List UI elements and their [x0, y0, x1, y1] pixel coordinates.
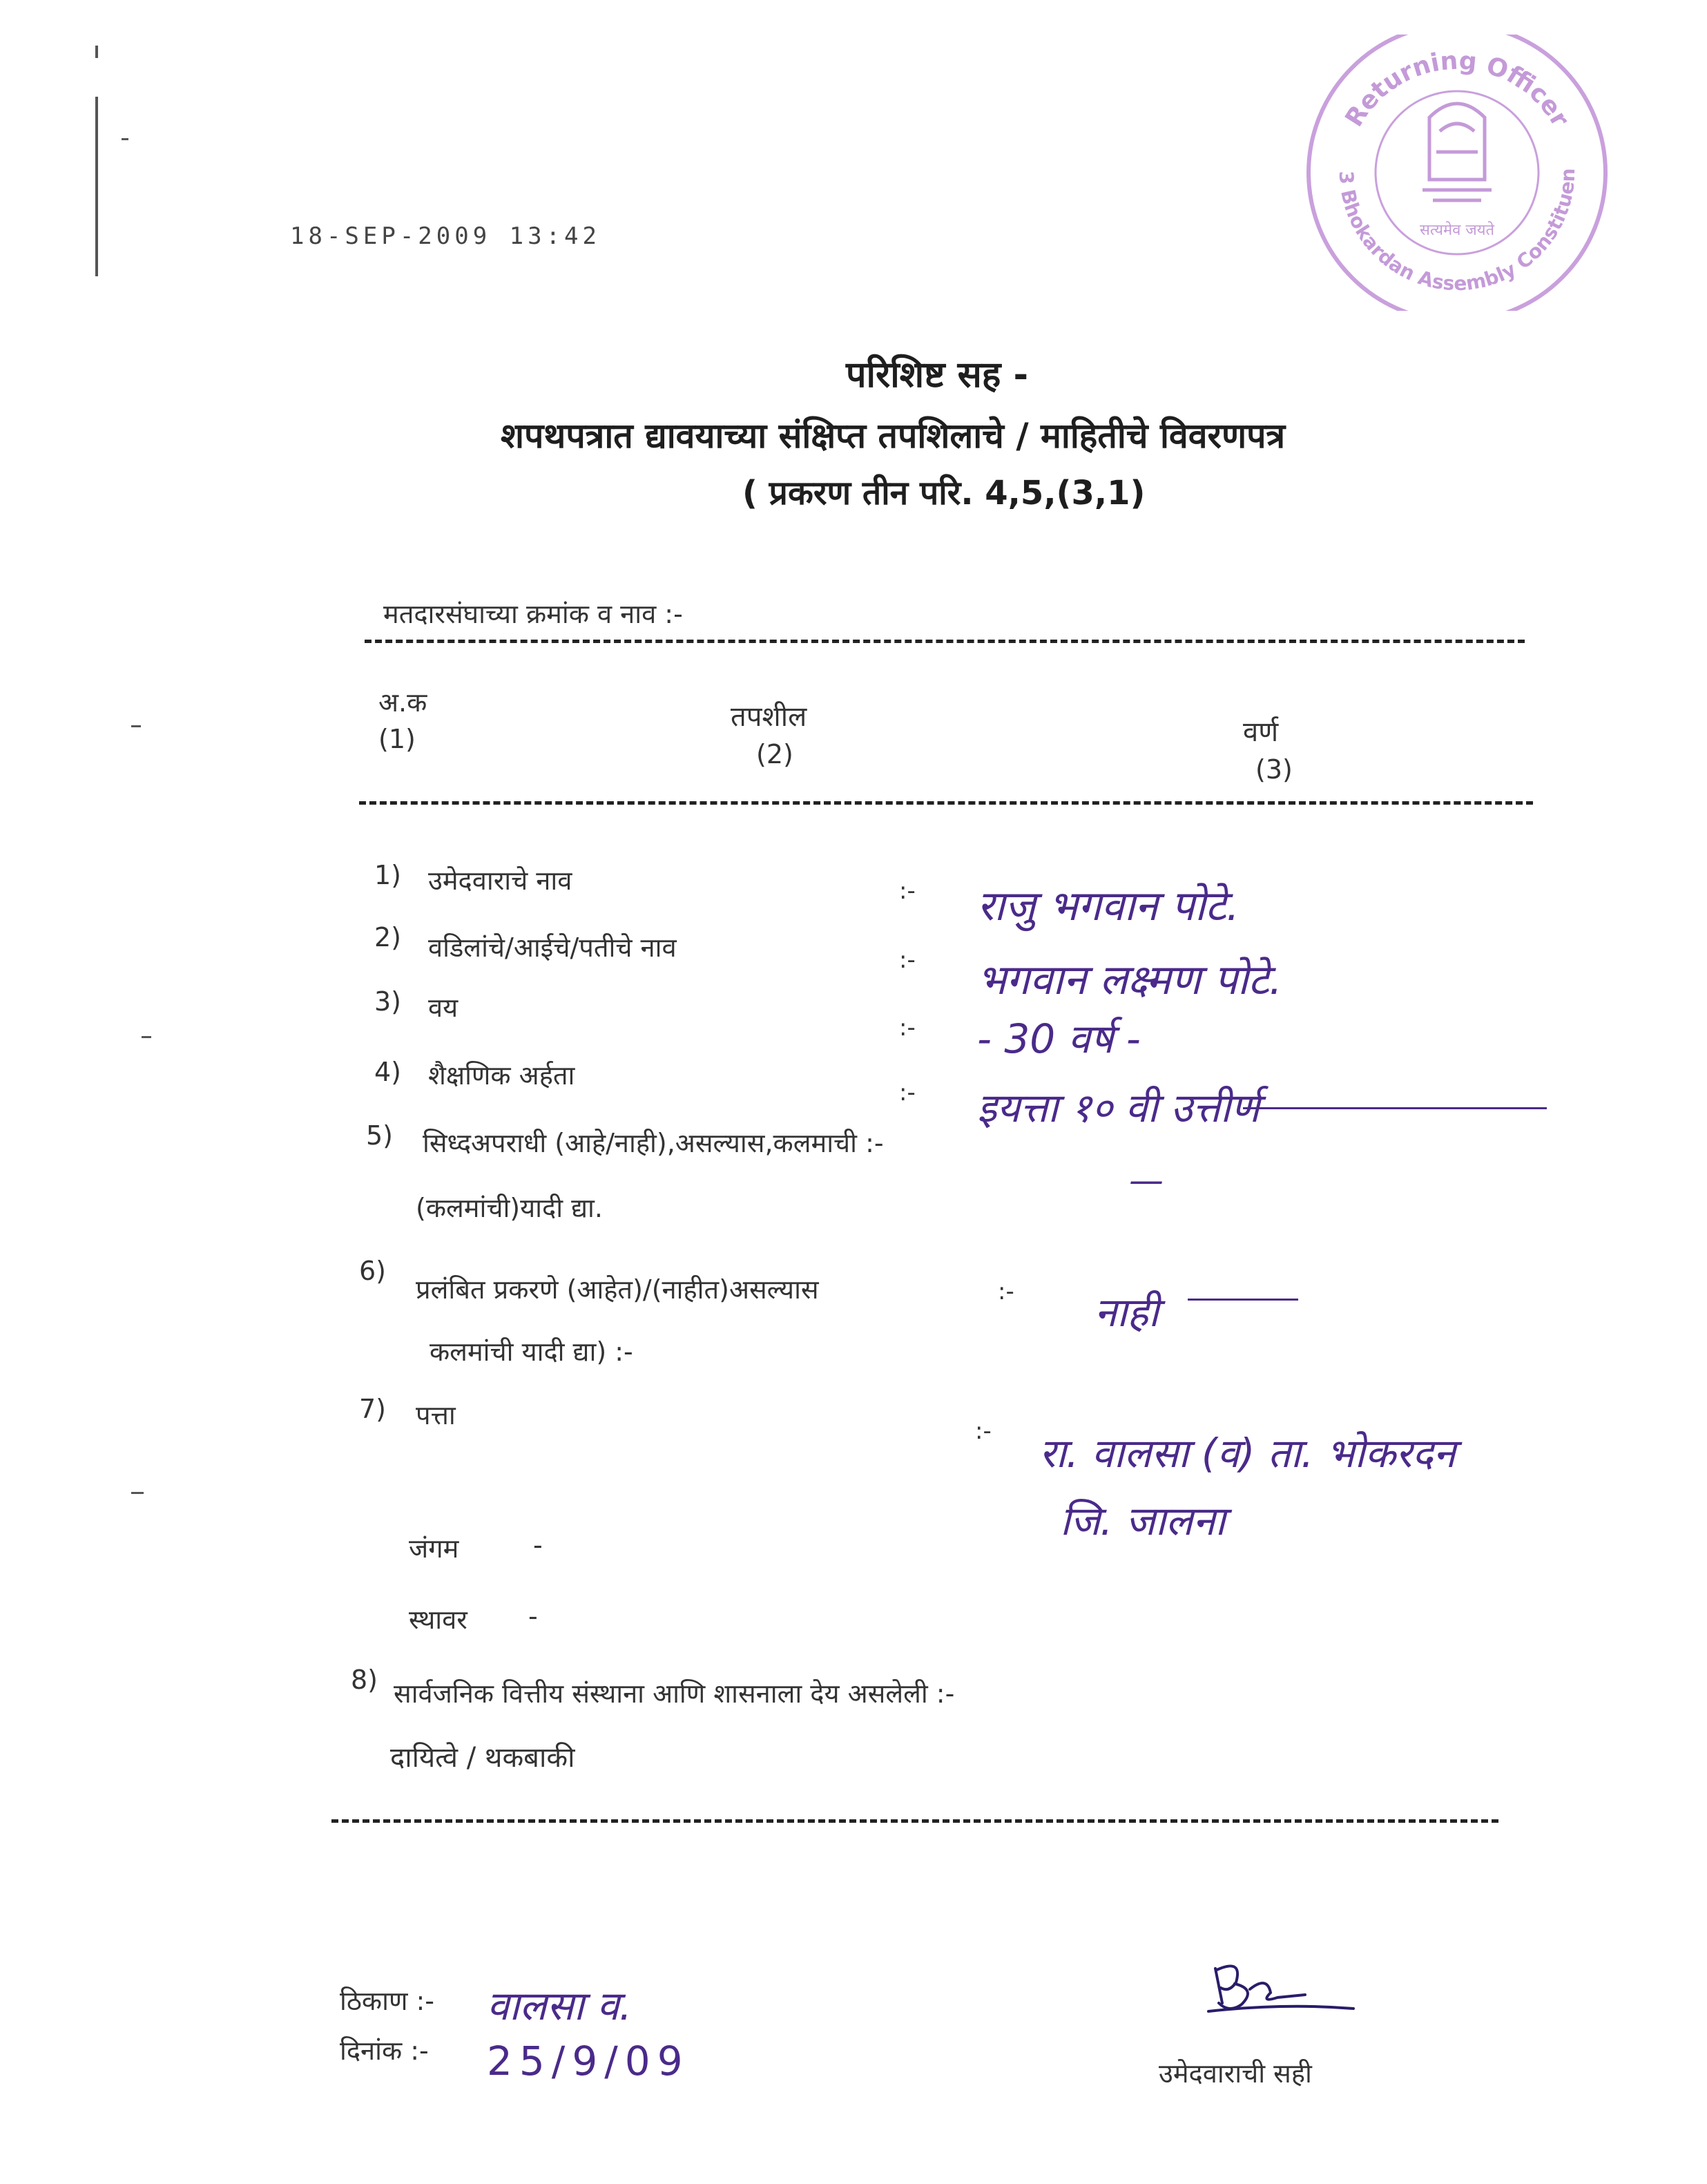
column-details-number: (2) — [756, 739, 793, 769]
item-colon: :- — [899, 1079, 916, 1107]
liabilities-label-line2: दायित्वे / थकबाकी — [390, 1742, 575, 1774]
scan-mark — [131, 725, 141, 727]
official-seal — [1298, 35, 1616, 311]
emblem-icon — [1422, 104, 1492, 200]
item-number: 3) — [374, 986, 402, 1017]
address-value-line1: रा. वालसा (व) ता. भोकरदन — [1039, 1430, 1456, 1477]
candidate-signature — [1202, 1955, 1367, 2024]
item-colon: :- — [998, 1278, 1014, 1305]
column-description-label: वर्ण — [1243, 716, 1279, 748]
scan-mark — [95, 46, 98, 58]
place-value: वालसा व. — [487, 1982, 632, 2029]
item-colon: :- — [975, 1417, 992, 1445]
column-sr-label: अ.क — [378, 687, 427, 718]
scan-mark — [95, 97, 98, 276]
item-number: 2) — [374, 922, 402, 952]
signature-label: उमेदवाराची सही — [1159, 2058, 1312, 2089]
pending-cases-underline — [1188, 1299, 1298, 1301]
movable-assets-dash: - — [533, 1530, 543, 1560]
address-value-line2: जि. जालना — [1060, 1497, 1226, 1544]
scan-mark — [142, 1036, 151, 1038]
parent-name-value: भगवान लक्ष्मण पोटे. — [977, 956, 1282, 1004]
emblem-caption: सत्यमेव जयते — [1419, 222, 1495, 239]
column-sr-number: (1) — [378, 724, 416, 754]
parent-name-label: वडिलांचे/आईचे/पतीचे नाव — [428, 932, 677, 963]
header-bottom-rule — [359, 801, 1533, 805]
immovable-assets-label: स्थावर — [409, 1605, 467, 1635]
footer-rule — [331, 1819, 1498, 1823]
chapter-reference: ( प्रकरण तीन परि. 4,5,(3,1) — [742, 474, 1146, 513]
item-number: 1) — [374, 860, 402, 890]
item-number: 6) — [359, 1256, 387, 1286]
pending-cases-label-line2: कलमांची यादी द्या) :- — [430, 1337, 633, 1367]
scan-mark — [131, 1492, 144, 1494]
candidate-name-label: उमेदवाराचे नाव — [428, 865, 572, 896]
candidate-name-value: राजु भगवान पोटे. — [977, 882, 1240, 930]
address-label: पत्ता — [416, 1400, 456, 1430]
age-label: वय — [428, 993, 459, 1023]
education-underline — [1243, 1107, 1547, 1109]
item-number: 4) — [374, 1057, 402, 1087]
pending-cases-value: नाही — [1094, 1289, 1159, 1336]
fax-timestamp: 18-SEP-2009 13:42 — [290, 222, 601, 250]
item-number: 5) — [366, 1120, 394, 1151]
place-label: ठिकाण :- — [340, 1986, 435, 2016]
education-value: इयत्ता १० वी उत्तीर्ण — [977, 1084, 1260, 1131]
movable-assets-label: जंगम — [409, 1533, 459, 1564]
column-details-label: तपशील — [731, 701, 807, 733]
item-colon: :- — [899, 1014, 916, 1042]
date-label: दिनांक :- — [340, 2035, 429, 2066]
item-colon: :- — [899, 877, 916, 905]
header-top-rule — [365, 640, 1525, 643]
date-value: 25/9/09 — [487, 2038, 690, 2085]
column-description-number: (3) — [1255, 754, 1293, 785]
constituency-label: मतदारसंघाच्या क्रमांक व नाव :- — [383, 599, 683, 629]
convictions-value: — — [1129, 1160, 1164, 1200]
immovable-assets-dash: - — [528, 1601, 538, 1631]
item-colon: :- — [899, 946, 916, 974]
item-number: 7) — [359, 1394, 387, 1424]
seal-bottom-text: 3 Bhokardan Assembly Constituen — [1334, 168, 1580, 296]
convictions-label: सिध्दअपराधी (आहे/नाही),असल्यास,कलमाची :- — [423, 1128, 884, 1158]
scan-mark — [122, 138, 128, 140]
liabilities-label: सार्वजनिक वित्तीय संस्थाना आणि शासनाला देय असलेली :- — [394, 1678, 955, 1709]
education-label: शैक्षणिक अर्हता — [428, 1060, 575, 1091]
pending-cases-label: प्रलंबित प्रकरणे (आहेत)/(नाहीत)असल्यास — [416, 1274, 819, 1305]
age-value: - 30 वर्ष - — [977, 1015, 1141, 1062]
svg-text:Returning Officer — [1340, 47, 1574, 132]
seal-top-text: Returning Officer — [1340, 46, 1574, 132]
convictions-label-line2: (कलमांची)यादी द्या. — [416, 1193, 603, 1223]
appendix-title: परिशिष्ट सह - — [846, 354, 1029, 396]
document-title: शपथपत्रात द्यावयाच्या संक्षिप्त तपशिलाचे / माहितीचे विवरणपत्र — [501, 416, 1286, 456]
item-number: 8) — [351, 1665, 378, 1695]
